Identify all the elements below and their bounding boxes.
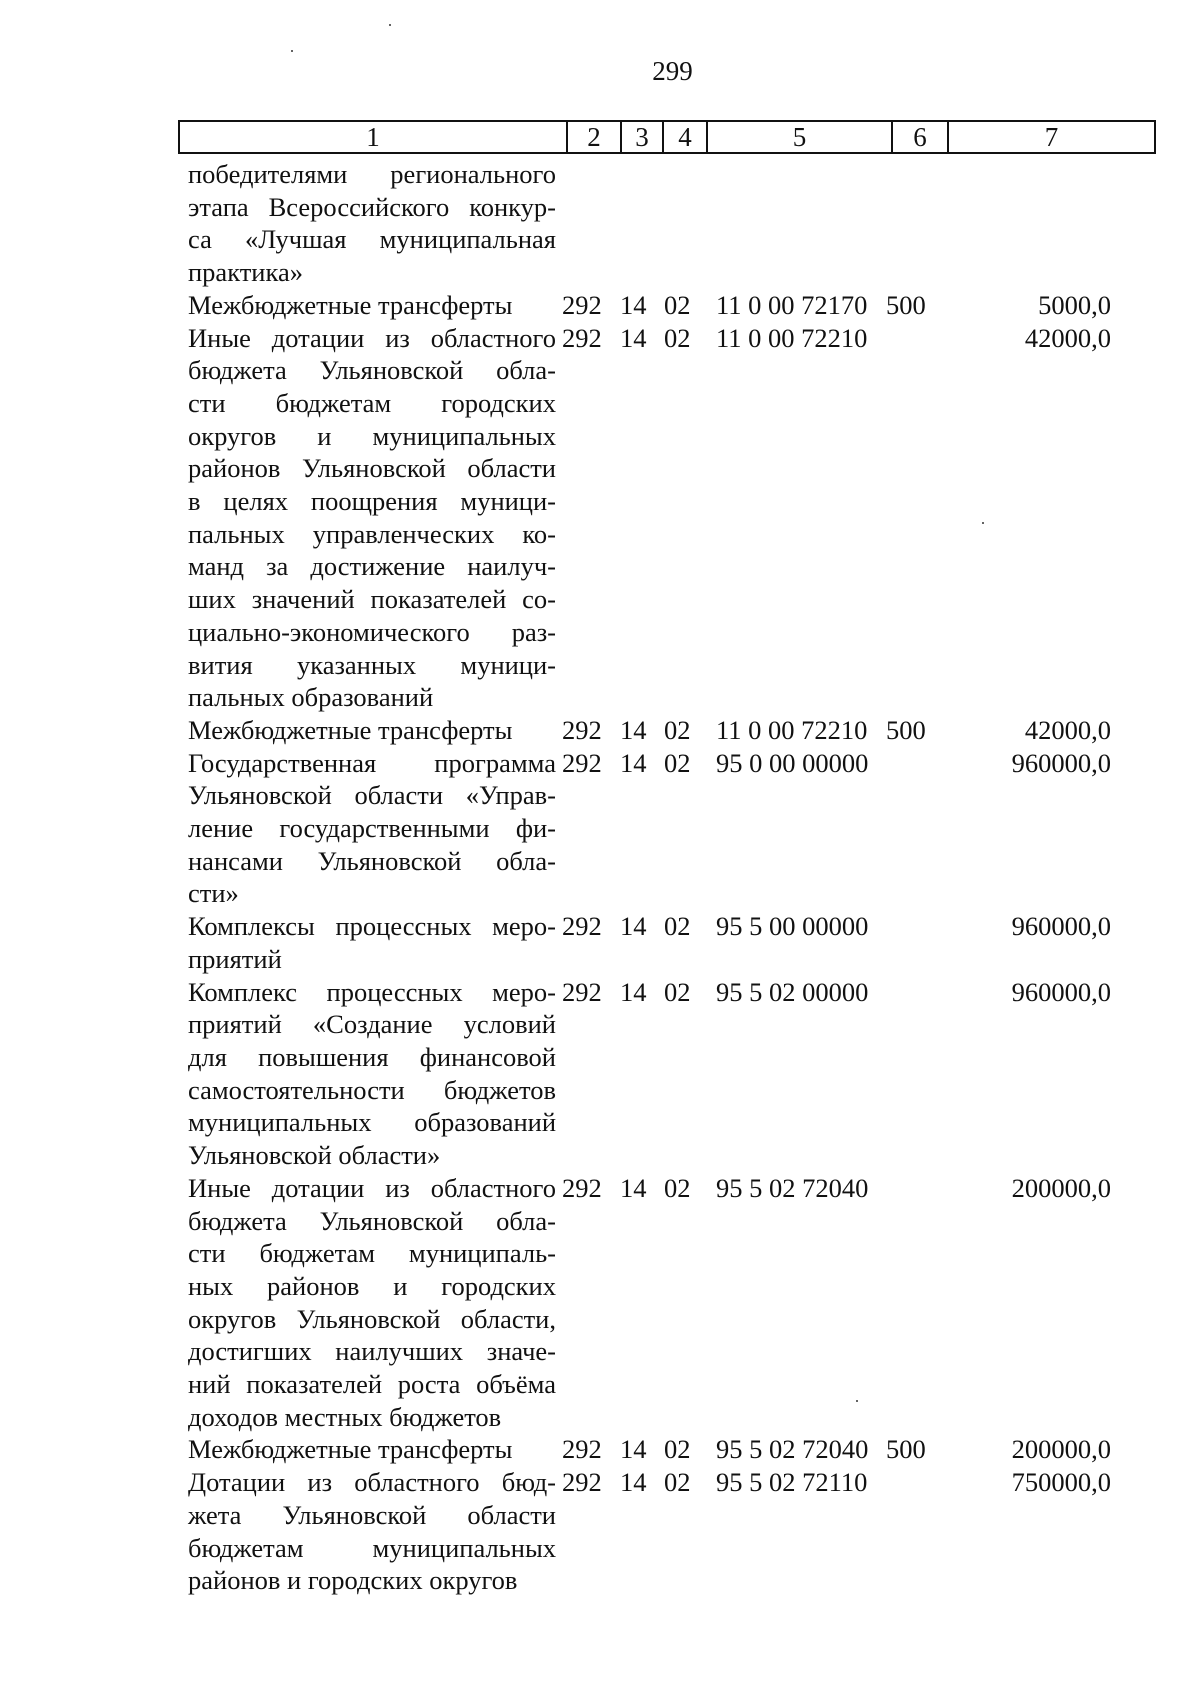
ministry-code-cell: 292 xyxy=(562,1467,602,1498)
target-article-cell: 95 5 00 00000 xyxy=(716,911,869,942)
expense-type-cell xyxy=(886,910,946,943)
column-header-3: 3 xyxy=(621,121,663,153)
amount-cell: 42000,0 xyxy=(1024,714,1111,745)
scan-speck xyxy=(389,24,391,26)
row-codes xyxy=(556,747,1111,780)
table-row xyxy=(188,158,1188,289)
ministry-code-cell: 292 xyxy=(562,322,602,353)
row-name-line: приятий «Создание условий xyxy=(188,1009,556,1040)
amount-cell: 200000,0 xyxy=(1011,1172,1111,1203)
ministry-code-cell: 292 xyxy=(562,1434,602,1465)
table-row xyxy=(188,1466,1188,1597)
row-name-line: округов Ульяновской области, xyxy=(188,1303,556,1334)
target-article-cell: 11 0 00 72170 xyxy=(716,289,868,320)
target-article-cell: 95 0 00 00000 xyxy=(716,747,869,778)
row-name-line: победителями регионального xyxy=(188,159,556,189)
amount-cell: 5000,0 xyxy=(1038,289,1111,320)
scan-speck xyxy=(982,522,984,524)
target-article-cell: 95 5 02 00000 xyxy=(716,976,869,1007)
row-name-line: самостоятельности бюджетов xyxy=(188,1074,556,1105)
row-codes xyxy=(556,1466,1111,1499)
table-row xyxy=(188,910,1188,975)
row-name-line: для повышения финансовой xyxy=(188,1041,556,1072)
ministry-code-cell: 292 xyxy=(562,911,602,942)
row-name-line: сти бюджетам городских xyxy=(188,387,556,418)
section-code-cell: 14 xyxy=(620,1172,647,1203)
row-name xyxy=(188,289,556,322)
row-name-line: пальных образований xyxy=(188,682,434,713)
subsection-code-cell: 02 xyxy=(664,1172,691,1203)
expense-type-cell: 500 xyxy=(886,714,926,745)
subsection-code-cell: 02 xyxy=(664,976,691,1007)
scan-speck xyxy=(291,50,293,52)
table-row xyxy=(188,1172,1188,1434)
row-name-line: вития указанных муници- xyxy=(188,649,556,680)
ministry-code-cell: 292 xyxy=(562,289,602,320)
table-row xyxy=(188,747,1188,911)
row-name-line: Ульяновской области «Управ- xyxy=(188,780,556,811)
row-name-line: в целях поощрения муници- xyxy=(188,486,556,517)
subsection-code-cell: 02 xyxy=(664,1467,691,1498)
subsection-code-cell: 02 xyxy=(664,714,691,745)
row-name-line: сти бюджетам муниципаль- xyxy=(188,1238,556,1269)
row-name-line: Государственная программа xyxy=(188,747,556,778)
expense-type-cell: 500 xyxy=(886,289,926,320)
row-name-line: Комплексы процессных меро- xyxy=(188,911,556,942)
scan-speck xyxy=(856,1400,858,1402)
column-header-table xyxy=(178,120,1156,154)
row-name-line: Межбюджетные трансферты xyxy=(188,1434,513,1465)
ministry-code-cell: 292 xyxy=(562,976,602,1007)
row-name-line: пальных управленческих ко- xyxy=(188,518,556,549)
row-name-line: нансами Ульяновской обла- xyxy=(188,845,556,876)
row-name-line: ление государственными фи- xyxy=(188,813,556,844)
row-name xyxy=(188,322,556,714)
subsection-code-cell: 02 xyxy=(664,747,691,778)
row-name-line: манд за достижение наилуч- xyxy=(188,551,556,582)
amount-cell: 750000,0 xyxy=(1011,1467,1111,1498)
row-name-line: этапа Всероссийского конкур- xyxy=(188,191,556,222)
target-article-cell: 11 0 00 72210 xyxy=(716,322,868,353)
column-header-2: 2 xyxy=(567,121,621,153)
target-article-cell: 95 5 02 72110 xyxy=(716,1467,868,1498)
row-name-line: сти» xyxy=(188,878,239,909)
section-code-cell: 14 xyxy=(620,1434,647,1465)
row-name-line: ний показателей роста объёма xyxy=(188,1369,556,1400)
row-name-line: бюджетам муниципальных xyxy=(188,1532,556,1563)
section-code-cell: 14 xyxy=(620,289,647,320)
column-header-row xyxy=(179,121,1155,153)
column-header-5: 5 xyxy=(707,121,892,153)
subsection-code-cell: 02 xyxy=(664,322,691,353)
row-name-line: округов и муниципальных xyxy=(188,420,556,451)
row-codes xyxy=(556,976,1111,1009)
row-name-line: Дотации из областного бюд- xyxy=(188,1467,556,1498)
row-codes xyxy=(556,1433,1111,1466)
subsection-code-cell: 02 xyxy=(664,289,691,320)
row-name-line: са «Лучшая муниципальная xyxy=(188,224,556,255)
row-name-line: районов и городских округов xyxy=(188,1565,518,1596)
expense-type-cell xyxy=(886,322,946,355)
row-name-line: Межбюджетные трансферты xyxy=(188,714,513,745)
row-name xyxy=(188,976,556,1172)
row-name xyxy=(188,910,556,975)
section-code-cell: 14 xyxy=(620,747,647,778)
table-row xyxy=(188,1433,1188,1466)
row-name-line: Иные дотации из областного xyxy=(188,322,556,353)
table-row xyxy=(188,289,1188,322)
row-name-line: приятий xyxy=(188,943,282,974)
expense-type-cell xyxy=(886,747,946,780)
section-code-cell: 14 xyxy=(620,976,647,1007)
column-header-6: 6 xyxy=(892,121,948,153)
row-name-line: достигших наилучших значе- xyxy=(188,1336,556,1367)
row-codes xyxy=(556,289,1111,322)
subsection-code-cell: 02 xyxy=(664,1434,691,1465)
row-name-line: Межбюджетные трансферты xyxy=(188,289,513,320)
row-name-line: Комплекс процессных меро- xyxy=(188,976,556,1007)
expense-type-cell xyxy=(886,976,946,1009)
target-article-cell: 95 5 02 72040 xyxy=(716,1172,869,1203)
table-row xyxy=(188,976,1188,1172)
row-codes xyxy=(556,910,1111,943)
subsection-code-cell: 02 xyxy=(664,911,691,942)
section-code-cell: 14 xyxy=(620,714,647,745)
row-codes xyxy=(556,1172,1111,1205)
amount-cell: 42000,0 xyxy=(1024,322,1111,353)
expense-type-cell: 500 xyxy=(886,1434,926,1465)
budget-table-body xyxy=(188,158,1188,1597)
row-name xyxy=(188,1172,556,1434)
row-name-line: районов Ульяновской области xyxy=(188,453,556,484)
row-name xyxy=(188,1433,556,1466)
row-name xyxy=(188,747,556,911)
row-name-line: муниципальных образований xyxy=(188,1107,556,1138)
amount-cell: 960000,0 xyxy=(1011,747,1111,778)
row-name-line: Ульяновской области» xyxy=(188,1140,441,1171)
section-code-cell: 14 xyxy=(620,911,647,942)
amount-cell: 960000,0 xyxy=(1011,976,1111,1007)
table-row xyxy=(188,714,1188,747)
row-name xyxy=(188,158,556,289)
row-name-line: жета Ульяновской области xyxy=(188,1499,556,1530)
column-header-4: 4 xyxy=(663,121,707,153)
column-header-7: 7 xyxy=(948,121,1155,153)
ministry-code-cell: 292 xyxy=(562,1172,602,1203)
table-row xyxy=(188,322,1188,714)
expense-type-cell xyxy=(886,1466,946,1499)
amount-cell: 960000,0 xyxy=(1011,911,1111,942)
row-name-line: доходов местных бюджетов xyxy=(188,1401,502,1432)
section-code-cell: 14 xyxy=(620,322,647,353)
amount-cell: 200000,0 xyxy=(1011,1434,1111,1465)
row-name-line: бюджета Ульяновской обла- xyxy=(188,355,556,386)
ministry-code-cell: 292 xyxy=(562,747,602,778)
page-number: 299 xyxy=(652,56,693,86)
expense-type-cell xyxy=(886,1172,946,1205)
target-article-cell: 95 5 02 72040 xyxy=(716,1434,869,1465)
section-code-cell: 14 xyxy=(620,1467,647,1498)
row-name-line: ших значений показателей со- xyxy=(188,584,556,615)
target-article-cell: 11 0 00 72210 xyxy=(716,714,868,745)
row-name-line: ных районов и городских xyxy=(188,1270,556,1301)
row-name-line: Иные дотации из областного xyxy=(188,1172,556,1203)
row-codes xyxy=(556,714,1111,747)
row-name-line: практика» xyxy=(188,257,303,288)
row-codes xyxy=(556,322,1111,355)
row-name xyxy=(188,714,556,747)
row-name xyxy=(188,1466,556,1597)
column-header-1: 1 xyxy=(179,121,567,153)
row-name-line: циально-экономического раз- xyxy=(188,616,556,647)
ministry-code-cell: 292 xyxy=(562,714,602,745)
row-name-line: бюджета Ульяновской обла- xyxy=(188,1205,556,1236)
